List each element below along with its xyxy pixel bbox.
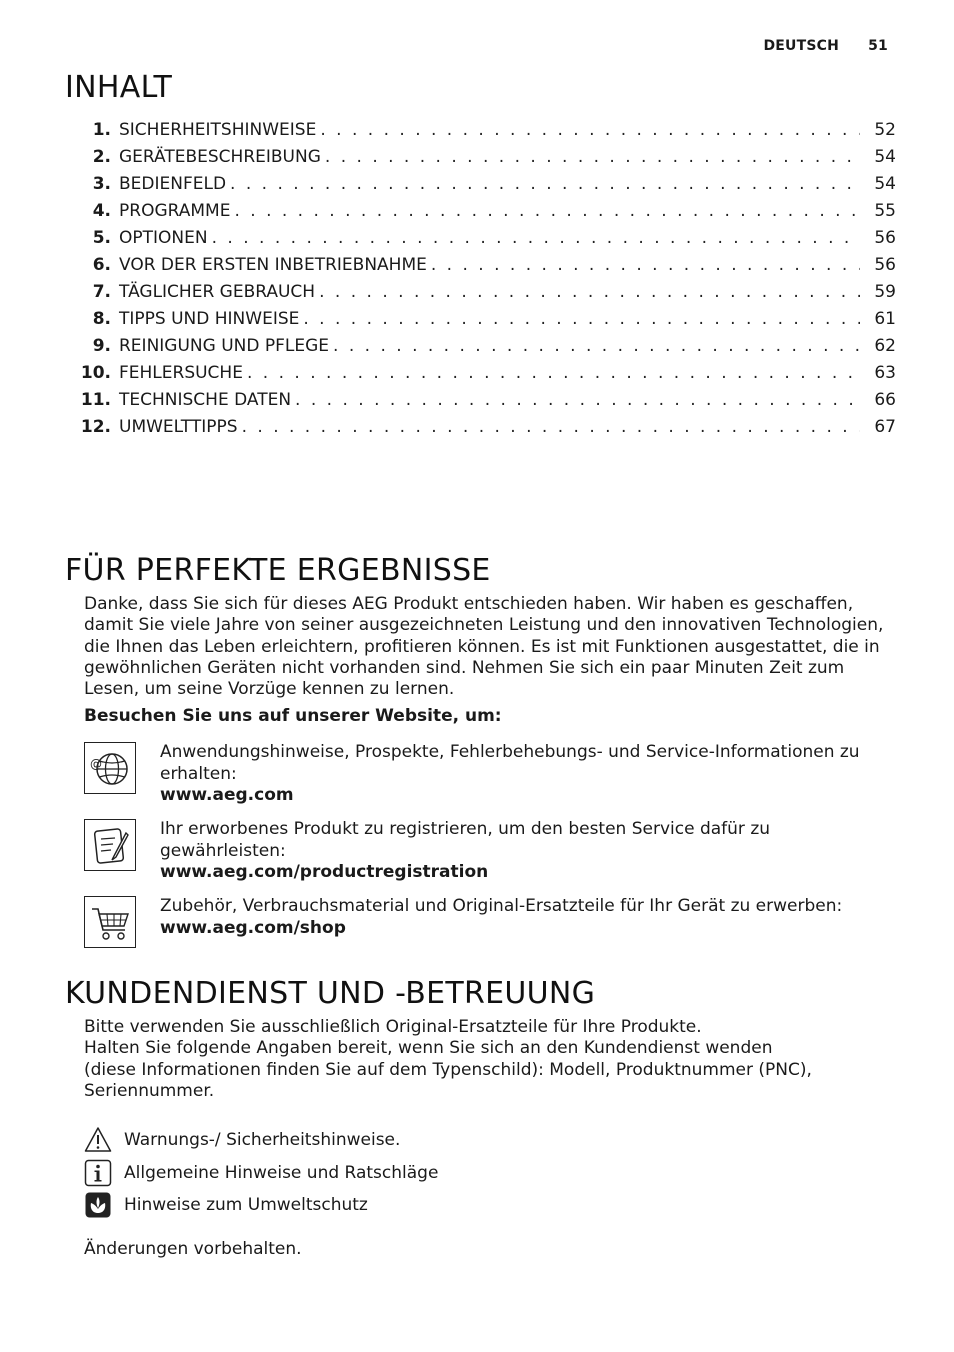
service-line-details: Halten Sie folgende Angaben bereit, wenn Sie sich an den Kundendienst wenden (diese Informationen finden Sie auf dem Typenschild): Modell, Produktnummer (PNC), Seriennummer. [84, 1038, 812, 1101]
toc-leader [303, 309, 860, 329]
toc-entry[interactable] [78, 309, 896, 336]
toc-entry[interactable] [78, 363, 896, 390]
website-link[interactable]: www.aeg.com/productregistration [160, 862, 489, 882]
results-heading: FÜR PERFEKTE ERGEBNISSE [65, 553, 491, 588]
toc-leader [242, 417, 860, 437]
toc-entry[interactable] [78, 147, 896, 174]
toc-page: 66 [874, 390, 896, 410]
website-description: Ihr erworbenes Produkt zu registrieren, um den besten Service dafür zu gewährleisten: [160, 819, 771, 861]
toc-number: 1. [92, 120, 111, 140]
toc-number: 5. [92, 228, 111, 248]
website-item [84, 819, 896, 884]
legend-item-environment [84, 1191, 368, 1219]
toc-title: SICHERHEITSHINWEISE [119, 120, 317, 140]
environment-icon [84, 1191, 112, 1219]
legend-label: Hinweise zum Umweltschutz [124, 1195, 368, 1215]
toc-page: 52 [874, 120, 896, 140]
service-text [84, 1017, 824, 1102]
toc-leader [325, 147, 860, 167]
toc-page: 54 [874, 174, 896, 194]
toc-leader [333, 336, 860, 356]
toc-title: OPTIONEN [119, 228, 208, 248]
toc-title: PROGRAMME [119, 201, 231, 221]
visit-label: Besuchen Sie uns auf unserer Website, um: [84, 706, 502, 726]
toc-page: 55 [874, 201, 896, 221]
toc-entry[interactable] [78, 174, 896, 201]
legend-item-warning [84, 1126, 400, 1154]
toc-number: 7. [92, 282, 111, 302]
toc-title: FEHLERSUCHE [119, 363, 243, 383]
website-description: Zubehör, Verbrauchsmaterial und Original-Ersatzteile für Ihr Gerät zu erwerben: [160, 896, 843, 916]
toc-title: VOR DER ERSTEN INBETRIEBNAHME [119, 255, 427, 275]
toc-entry[interactable] [78, 228, 896, 255]
toc-title: REINIGUNG UND PFLEGE [119, 336, 330, 356]
shopping-cart-icon [84, 896, 136, 948]
toc-number: 9. [92, 336, 111, 356]
toc-leader [320, 120, 860, 140]
toc-number: 4. [92, 201, 111, 221]
toc-leader [295, 390, 860, 410]
toc-page: 63 [874, 363, 896, 383]
service-heading: KUNDENDIENST UND -BETREUUNG [65, 976, 596, 1011]
info-icon [84, 1159, 112, 1187]
toc-entry[interactable] [78, 336, 896, 363]
toc-entry[interactable] [78, 417, 896, 444]
legend-label: Allgemeine Hinweise und Ratschläge [124, 1163, 439, 1183]
legend-label: Warnungs-/ Sicherheitshinweise. [124, 1130, 401, 1150]
toc-leader [319, 282, 860, 302]
toc-entry[interactable] [78, 390, 896, 417]
toc-entry[interactable] [78, 255, 896, 282]
registration-icon [84, 819, 136, 871]
results-intro: Danke, dass Sie sich für dieses AEG Produkt entschieden haben. Wir haben es geschaffen, damit Sie viele Jahre von seiner ausgezeichneten Leistung und den innovativen Technologien, die Ihnen das Leben erleichtern, profitieren können. Es ist mit Funktionen ausgestattet, die in gewöhnlichen Geräten nicht vorhanden sind. Nehmen Sie sich ein paar Minuten Zeit zum Lesen, um seine Vorzüge kennen zu lernen. [84, 594, 884, 700]
toc-leader [234, 201, 860, 221]
toc-leader [247, 363, 860, 383]
page-number: 51 [868, 38, 888, 54]
footer-note: Änderungen vorbehalten. [84, 1239, 302, 1259]
legend-item-info [84, 1159, 438, 1187]
toc-page: 54 [874, 147, 896, 167]
toc-number: 6. [92, 255, 111, 275]
service-line-original-parts: Bitte verwenden Sie ausschließlich Original-Ersatzteile für Ihre Produkte. [84, 1017, 702, 1037]
website-item [84, 742, 896, 807]
page-header [763, 38, 888, 54]
toc-number: 12. [80, 417, 111, 437]
toc-number: 3. [92, 174, 111, 194]
toc-entry[interactable] [78, 120, 896, 147]
globe-icon [84, 742, 136, 794]
toc-title: TÄGLICHER GEBRAUCH [119, 282, 316, 302]
toc-number: 11. [80, 390, 111, 410]
toc-heading: INHALT [65, 70, 173, 105]
website-link[interactable]: www.aeg.com [160, 785, 294, 805]
toc-leader [212, 228, 860, 248]
toc-entry[interactable] [78, 282, 896, 309]
website-item [84, 896, 896, 948]
toc-title: TECHNISCHE DATEN [119, 390, 292, 410]
toc-number: 10. [80, 363, 111, 383]
toc-page: 56 [874, 255, 896, 275]
svg-text:@: @ [90, 757, 102, 771]
toc-page: 56 [874, 228, 896, 248]
toc-page: 62 [874, 336, 896, 356]
toc-entry[interactable] [78, 201, 896, 228]
toc-page: 59 [874, 282, 896, 302]
table-of-contents [78, 120, 896, 444]
language-label: DEUTSCH [763, 38, 840, 54]
website-description: Anwendungshinweise, Prospekte, Fehlerbehebungs- und Service-Informationen zu erhalten: [160, 742, 860, 784]
toc-title: UMWELTTIPPS [119, 417, 238, 437]
toc-number: 2. [92, 147, 111, 167]
toc-title: GERÄTEBESCHREIBUNG [119, 147, 321, 167]
toc-page: 67 [874, 417, 896, 437]
toc-leader [431, 255, 860, 275]
toc-page: 61 [874, 309, 896, 329]
toc-title: BEDIENFELD [119, 174, 227, 194]
toc-title: TIPPS UND HINWEISE [119, 309, 300, 329]
warning-icon [84, 1126, 112, 1154]
website-link[interactable]: www.aeg.com/shop [160, 917, 346, 938]
toc-leader [230, 174, 860, 194]
toc-number: 8. [92, 309, 111, 329]
